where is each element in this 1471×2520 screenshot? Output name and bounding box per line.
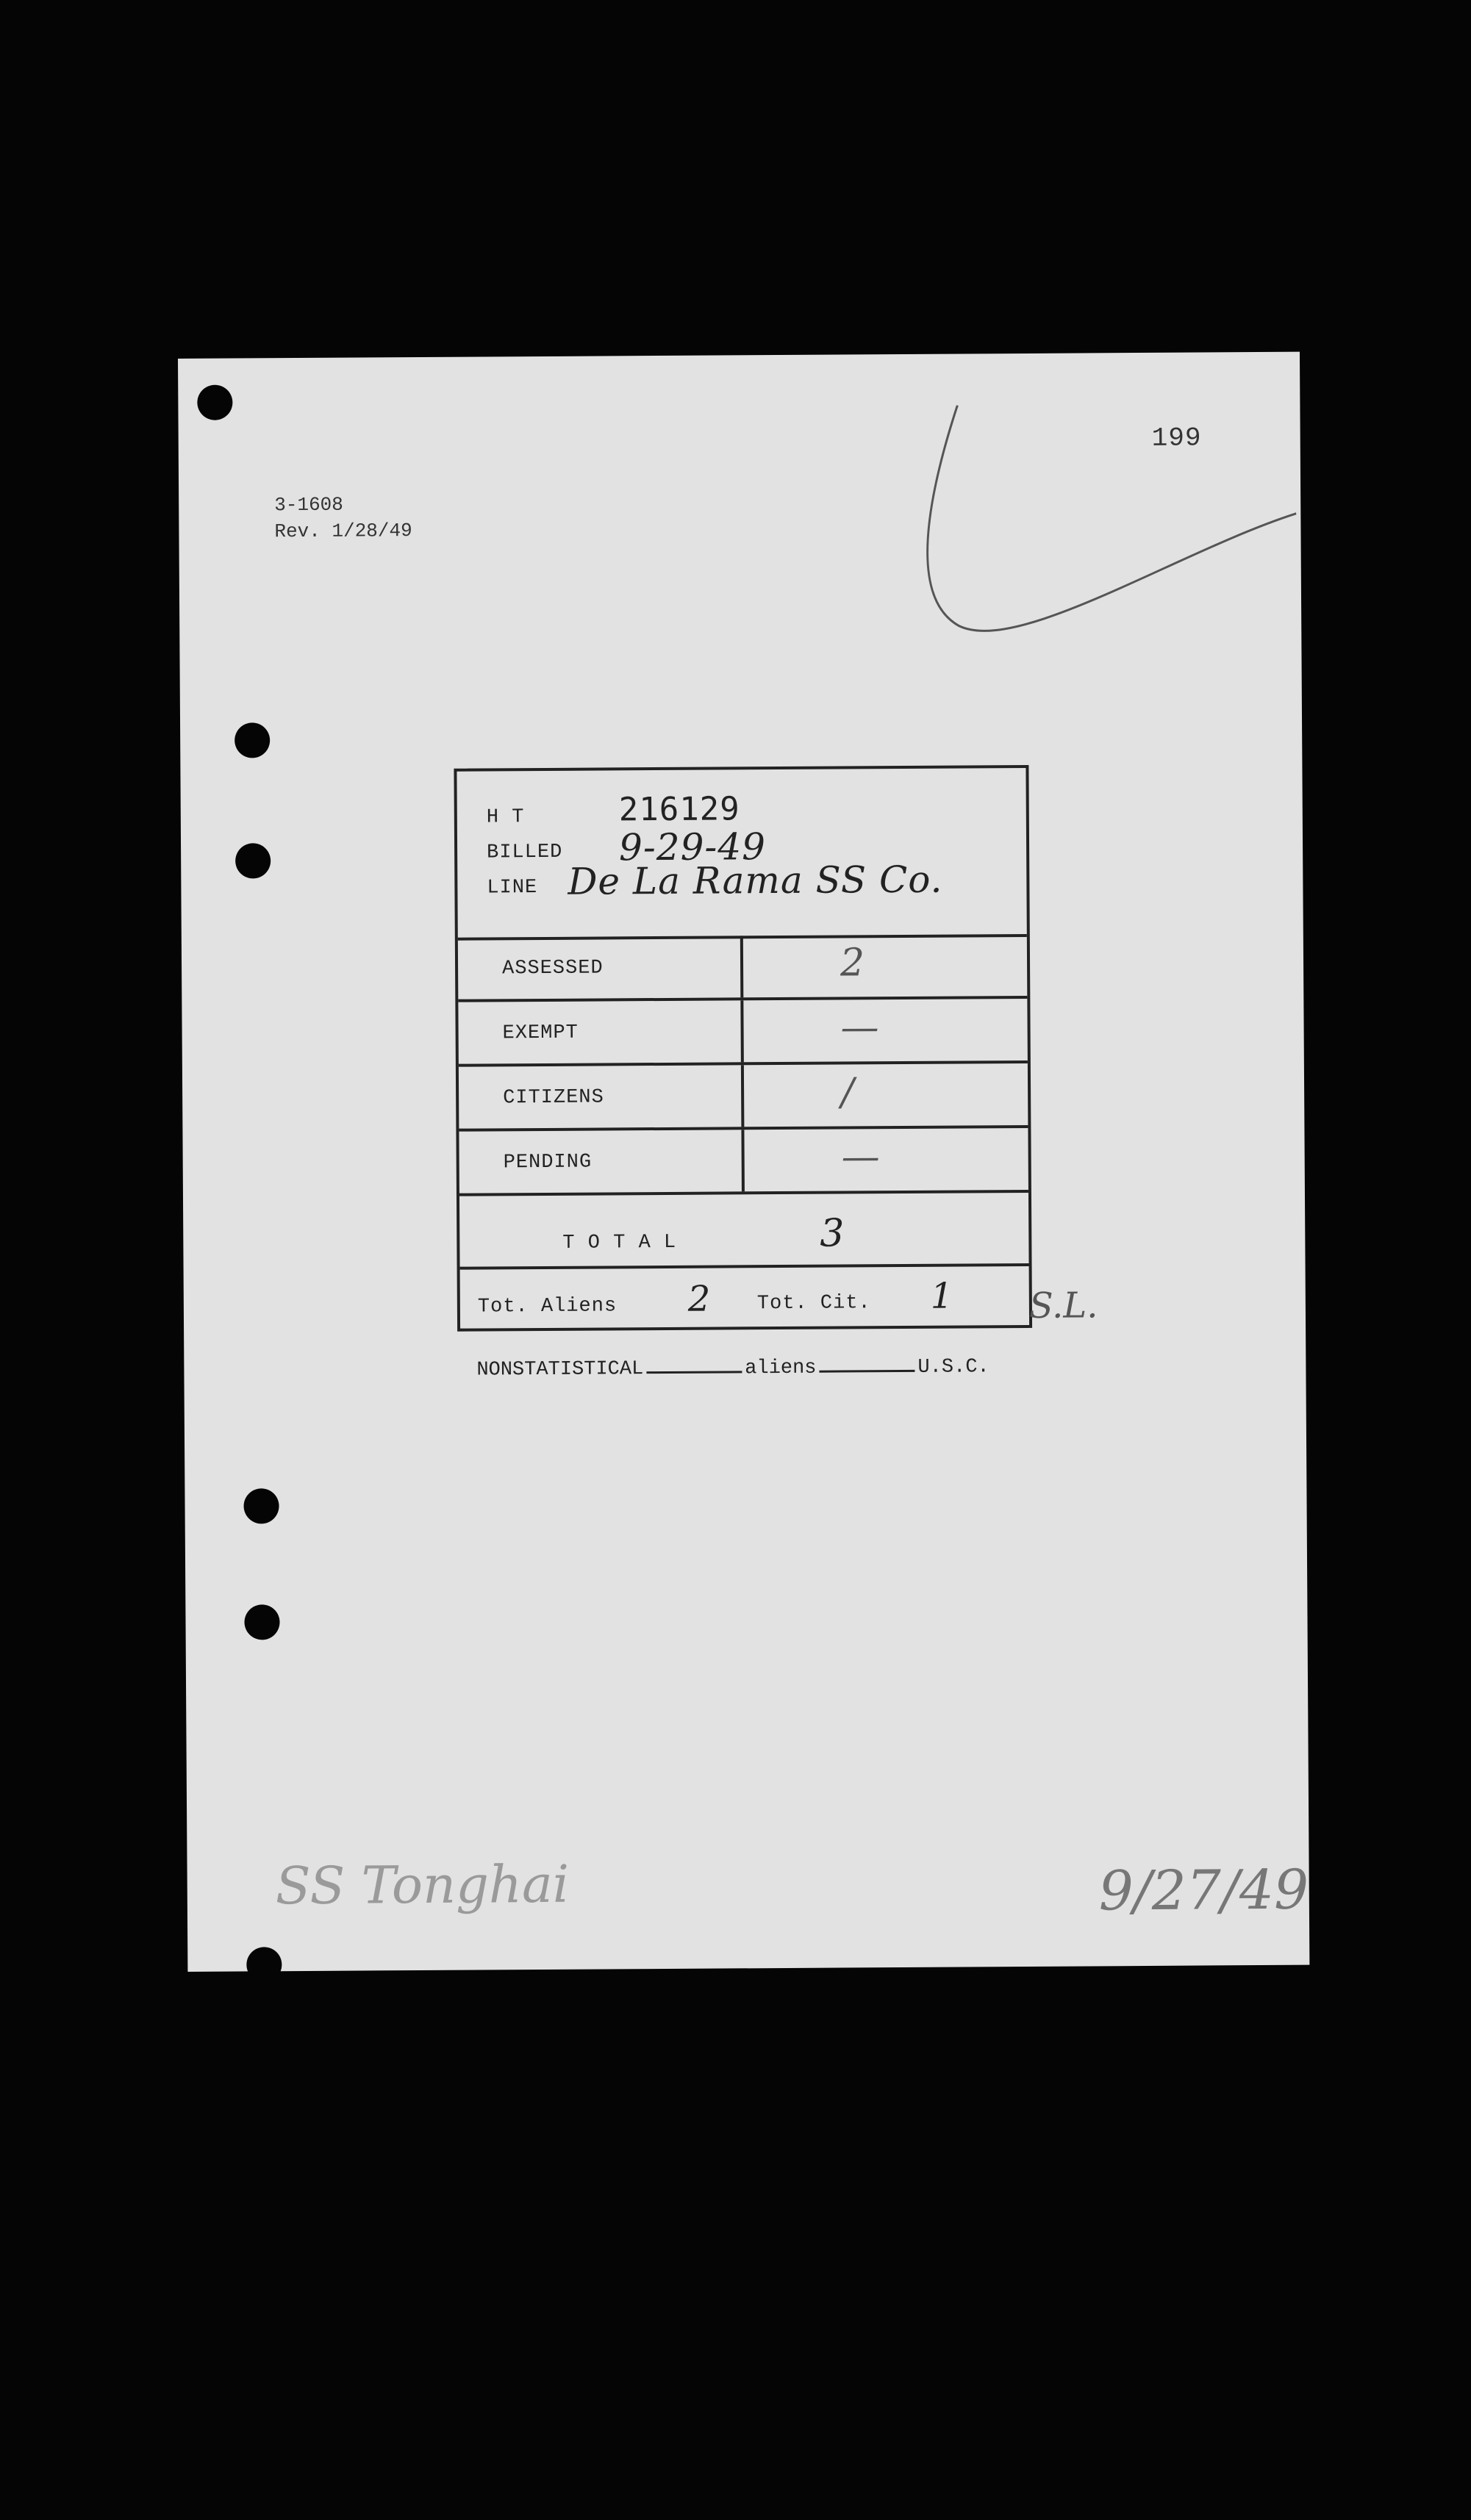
row-label: EXEMPT: [502, 1022, 579, 1045]
form-revision: Rev. 1/28/49: [274, 520, 412, 543]
billed-date: 9-29-49: [618, 825, 767, 869]
summary-row: [460, 1266, 1029, 1332]
binder-hole: [235, 843, 271, 878]
total-citizens-label: Tot. Cit.: [756, 1292, 871, 1315]
row-citizens: [459, 1063, 1028, 1132]
form-number: 3-1608: [274, 493, 343, 517]
tally-header: [457, 768, 1026, 941]
ship-name: SS Tonghai: [275, 1853, 570, 1917]
binder-hole: [244, 1604, 279, 1640]
total-aliens-value: 2: [687, 1278, 712, 1320]
row-value: 2: [840, 941, 865, 986]
form-id: [274, 491, 412, 545]
row-exempt: [458, 999, 1028, 1067]
row-label: CITIZENS: [503, 1086, 604, 1110]
nonstatistical-line: [476, 1356, 989, 1381]
line-value: De La Rama SS Co.: [568, 858, 943, 903]
binder-hole: [197, 385, 232, 420]
line-label: LINE: [487, 877, 538, 900]
blank-line: [646, 1371, 742, 1374]
page-number: 199: [1151, 423, 1202, 453]
binder-hole: [246, 1947, 282, 1982]
binder-hole: [235, 722, 270, 758]
row-label: PENDING: [503, 1151, 593, 1174]
row-value: /: [840, 1070, 854, 1115]
ht-label: H T: [486, 806, 525, 829]
row-value: —: [840, 1005, 879, 1050]
handwritten-date: 9/27/49: [1098, 1858, 1309, 1923]
row-assessed: [458, 934, 1028, 1002]
total-label: T O T A L: [562, 1231, 677, 1254]
row-label: ASSESSED: [501, 957, 604, 980]
initials: S.L.: [1028, 1285, 1098, 1327]
ht-number: 216129: [618, 790, 740, 829]
record-card: [178, 352, 1309, 1972]
blank-line: [819, 1370, 915, 1373]
total-aliens-label: Tot. Aliens: [477, 1295, 618, 1318]
total-row: [459, 1193, 1029, 1270]
row-pending: [459, 1128, 1028, 1196]
total-citizens-value: 1: [930, 1275, 954, 1317]
pencil-check-mark: [913, 403, 1297, 656]
nonstatistical-aliens: aliens: [745, 1357, 817, 1380]
billed-label: BILLED: [487, 841, 563, 864]
tally-box: [454, 765, 1032, 1332]
row-value: —: [841, 1135, 880, 1180]
nonstatistical-label: NONSTATISTICAL: [476, 1358, 644, 1382]
nonstatistical-usc: U.S.C.: [917, 1356, 989, 1379]
binder-hole: [243, 1488, 279, 1523]
total-value: 3: [820, 1211, 845, 1256]
